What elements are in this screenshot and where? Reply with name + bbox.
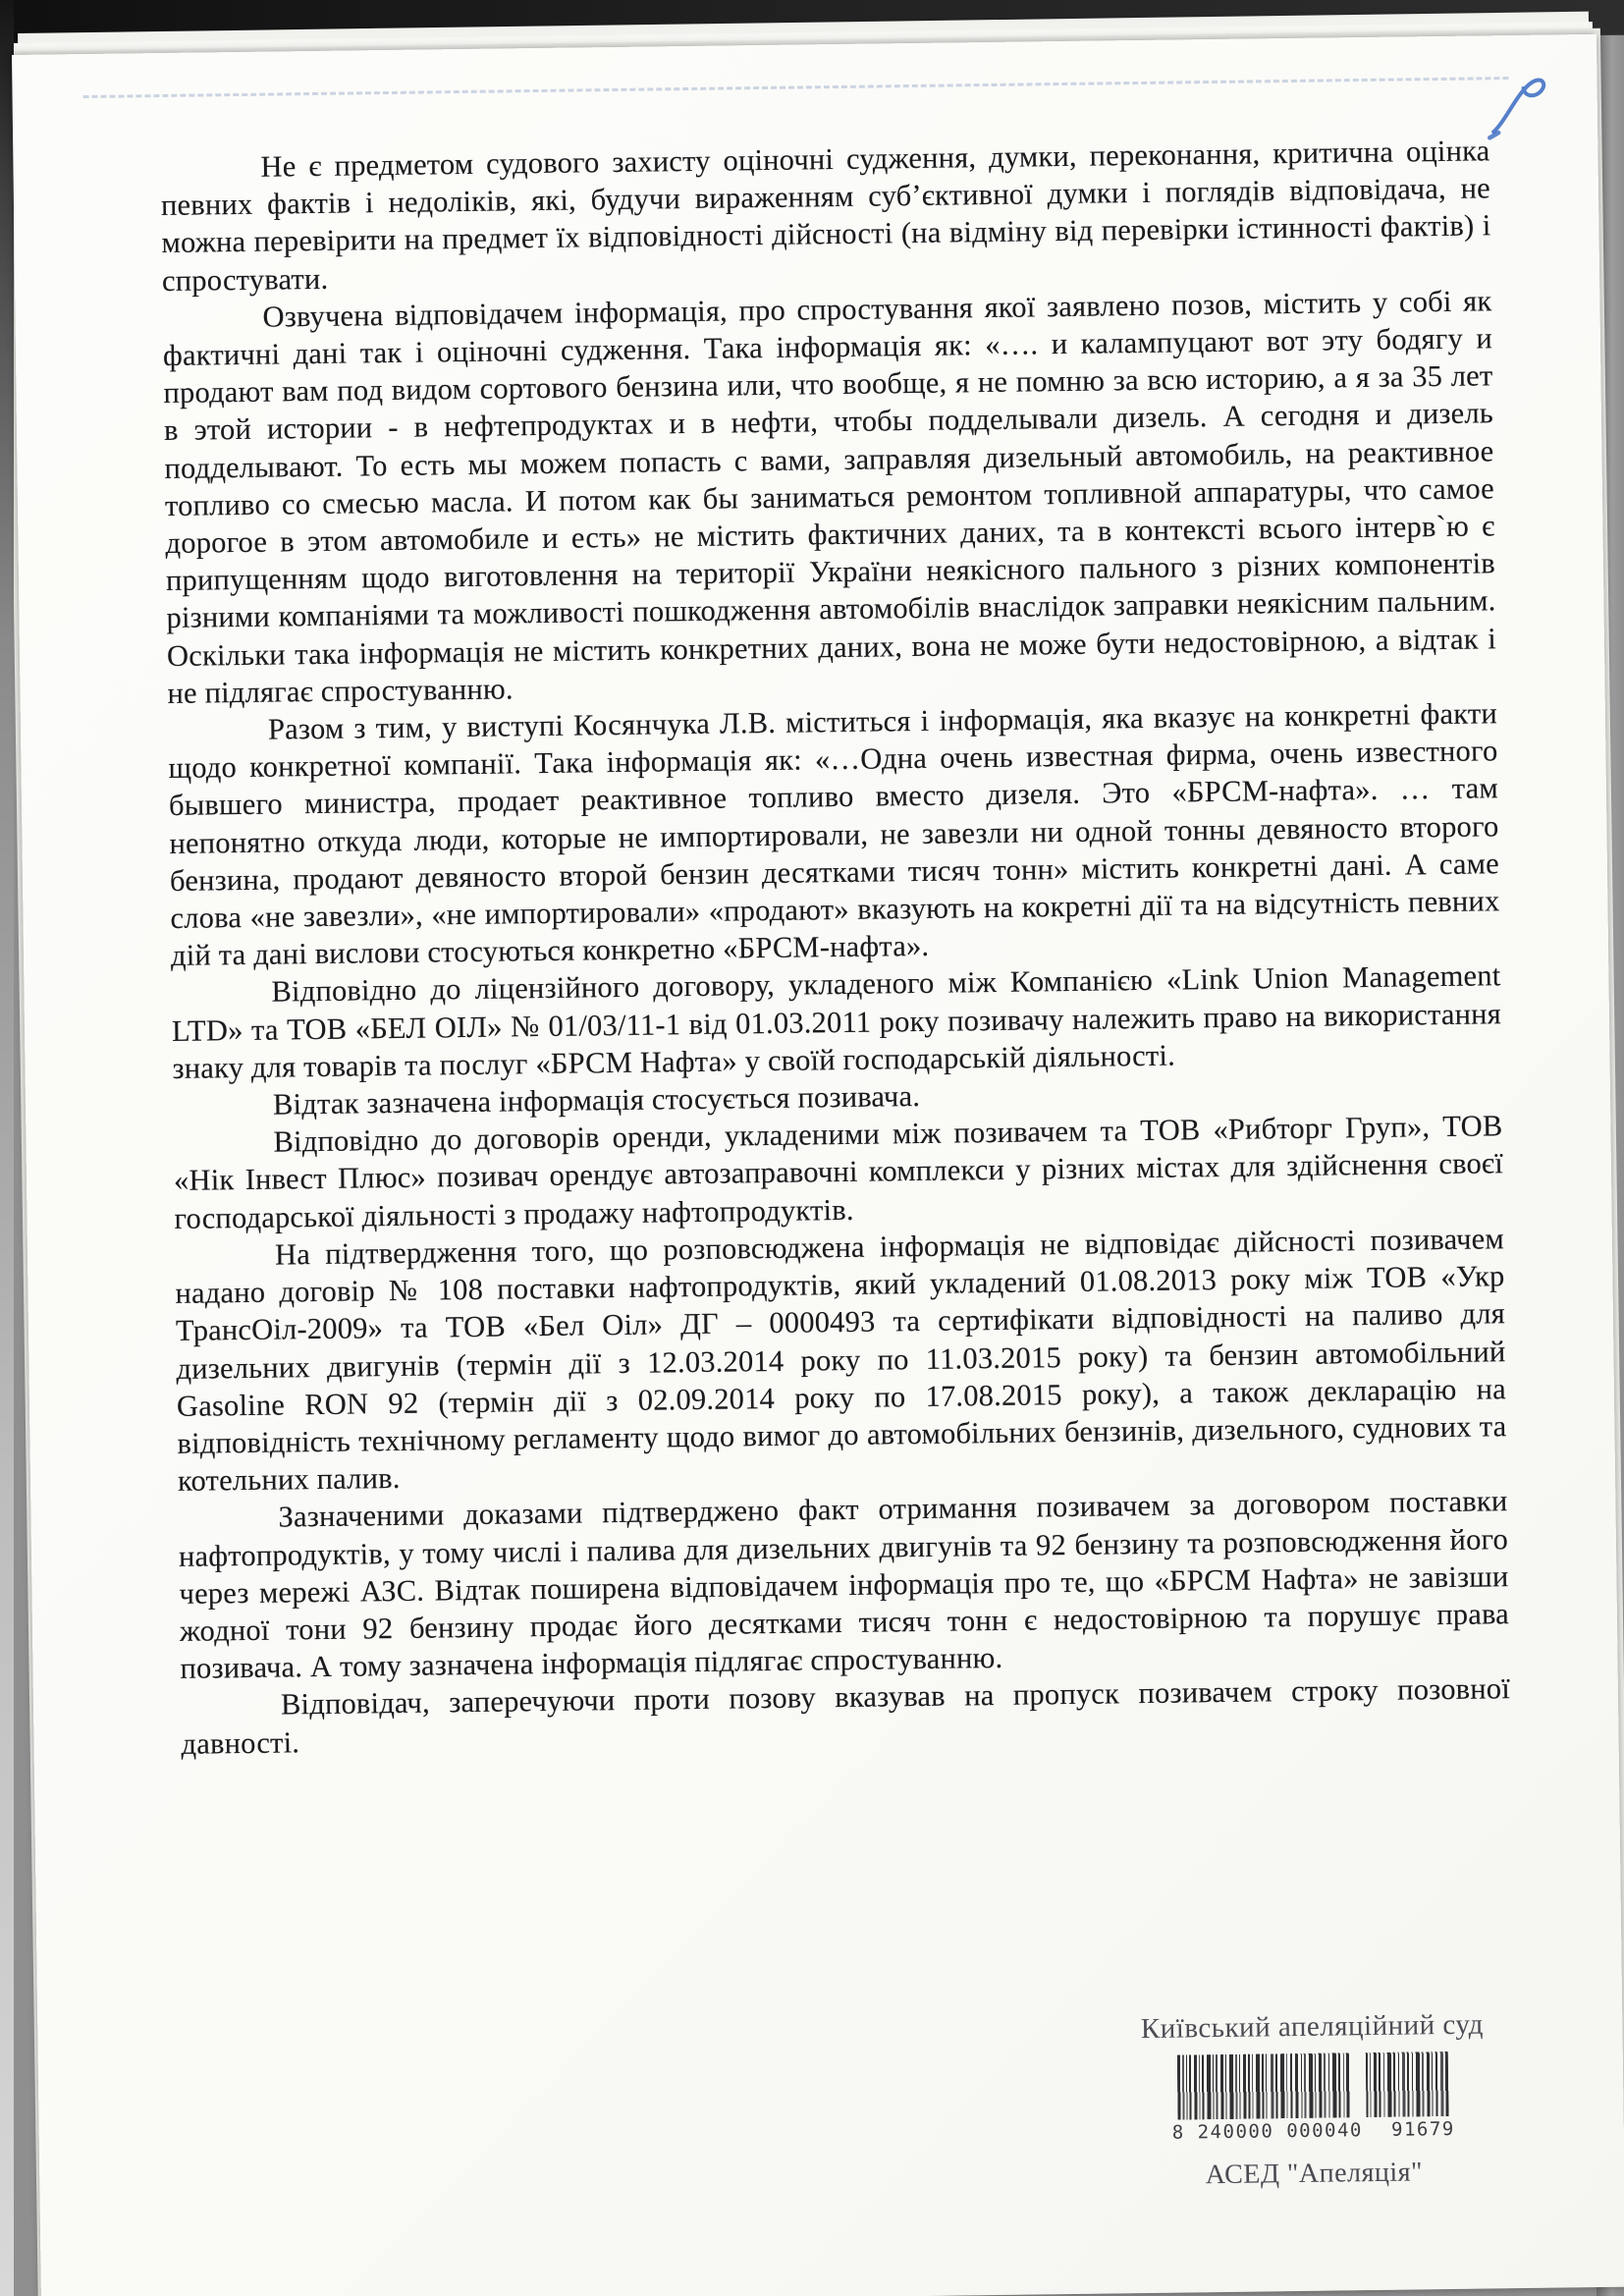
- paragraph: Відтак зазначена інформація стосується позивача.: [272, 1079, 921, 1121]
- barcode-digits-addon: 91679: [1390, 2117, 1455, 2141]
- barcode-digits-main: 8 240000 000040: [1171, 2119, 1364, 2144]
- paragraph: Зазначеними доказами підтверджено факт отримання позивачем за договором поставки нафтопродуктів, у тому числі і палива для дизельних двигунів та 92 бензину та розповсюдження його через мережі АЗС. Відтак поширена відповідачем інформація про те, що «БРСМ Нафта» не завізши жодної тони 92 бензину продає його десятками тисяч тонн є недостовірною та порушує права позивача. А тому зазначена інформація підлягає спростуванню.: [178, 1484, 1510, 1686]
- paragraph: Разом з тим, у виступі Косянчука Л.В. міститься і інформація, яка вказує на конкретні факти щодо конкретної компанії. Така інформація як: «…Одна очень известная фирма, очень известного бывшего министра, продает реактивное топливо вместо дизеля. Это «БРСМ-нафта». … там непонятно откуда люди, которые не импортировали, не завезли ни одной тонны девяносто второго бензина, продают девяносто второй бензин десятками тисяч тонн» містить конкретні дані. А саме слова «не завезли», «не импортировали» «продают» вказують на кокретні дії та на відсутність певних дій та дані вислови стосуються конкретно «БРСМ-нафта».: [168, 696, 1500, 973]
- system-label: АСЕД "Апеляція": [1205, 2157, 1424, 2191]
- paragraph: Не є предметом судового захисту оціночні судження, думки, переконання, критична оцінка певних фактів і недоліків, які, будучи вираженням суб’єктивної думки і поглядів відповідача, не можна перевірити на предмет їх відповідності дійсності (на відміну від перевірки істинності фактів) і спростувати.: [160, 134, 1491, 298]
- paragraph: Відповідач, заперечуючи проти позову вказував на пропуск позивачем строку позовної давності.: [181, 1671, 1511, 1761]
- document-body: [160, 132, 1510, 1762]
- barcode-bars-addon: [1366, 2051, 1449, 2117]
- registration-stamp-block: [1139, 2008, 1487, 2193]
- perforation-dashed-line: [83, 77, 1509, 98]
- document-page: [12, 34, 1624, 2296]
- paragraph: Відповідно до ліцензійного договору, укладеного між Компанією «Link Union Management LTD» та ТОВ «БЕЛ ОІЛ» № 01/03/11-1 від 01.03.2011 року позивачу належить право на використання знаку для товарів та послуг «БРСМ Нафта» у своїй господарській діяльності.: [171, 958, 1502, 1085]
- paragraph: Озвучена відповідачем інформація, про спростування якої заявлено позов, містить у собі як фактичні дані так і оціночні судження. Така інформація як: «…. и калампуцают вот эту бодягу и продают вам под видом сортового бензина или, что вообще, я не помню за всю историю, а я за 35 лет в этой истории - в нефтепродуктах и в нефти, чтобы подделывали дизель. А сегодня и дизель подделывают. То есть мы можем попасть с вами, заправляя дизельный автомобиль, на реактивное топливо со смесью масла. И потом как бы заниматься ремонтом топливной аппаратуры, что самое дорогое в этом автомобиле и есть» не містить фактичних даних, та в контексті всього інтерв`ю є припущенням щодо виготовлення на території України неякісного пального з різних компонентів різними компаніями та можливості пошкодження автомобілів внаслідок заправки неякісним пальним. Оскільки така інформація не містить конкретних даних, вона не може бути недостовірною, а відтак і не підлягає спростуванню.: [162, 284, 1497, 710]
- barcode: [1177, 2051, 1449, 2120]
- handwritten-ink-mark-icon: [1483, 66, 1558, 149]
- court-name: Київський апеляційний суд: [1140, 2008, 1485, 2046]
- paragraph: Відповідно до договорів оренди, укладеними між позивачем та ТОВ «Рибторг Груп», ТОВ «Нік Інвест Плюс» позивач орендує автозаправочні комплекси у різних містах для здійснення своєї господарської діяльності з продажу нафтопродуктів.: [173, 1109, 1504, 1235]
- barcode-digits: [1172, 2117, 1455, 2145]
- barcode-bars-main: [1177, 2052, 1353, 2119]
- paragraph: На підтвердження того, що розповсюджена інформація не відповідає дійсності позивачем надано договір № 108 поставки нафтопродуктів, який укладений 01.08.2013 року між ТОВ «Укр ТрансОіл-2009» та ТОВ «Бел Оіл» ДГ – 0000493 та сертифікати відповідності на паливо для дизельних двигунів (термін дії з 12.03.2014 року по 11.03.2015 року) та бензин автомобільний Gasoline RON 92 (термін дії з 02.09.2014 року по 17.08.2015 року), а також декларацію на відповідність технічному регламенту щодо вимог до автомобільних бензинів, дизельного, суднових та котельних палив.: [175, 1222, 1507, 1499]
- scanner-bed-left-edge: [0, 0, 14, 2296]
